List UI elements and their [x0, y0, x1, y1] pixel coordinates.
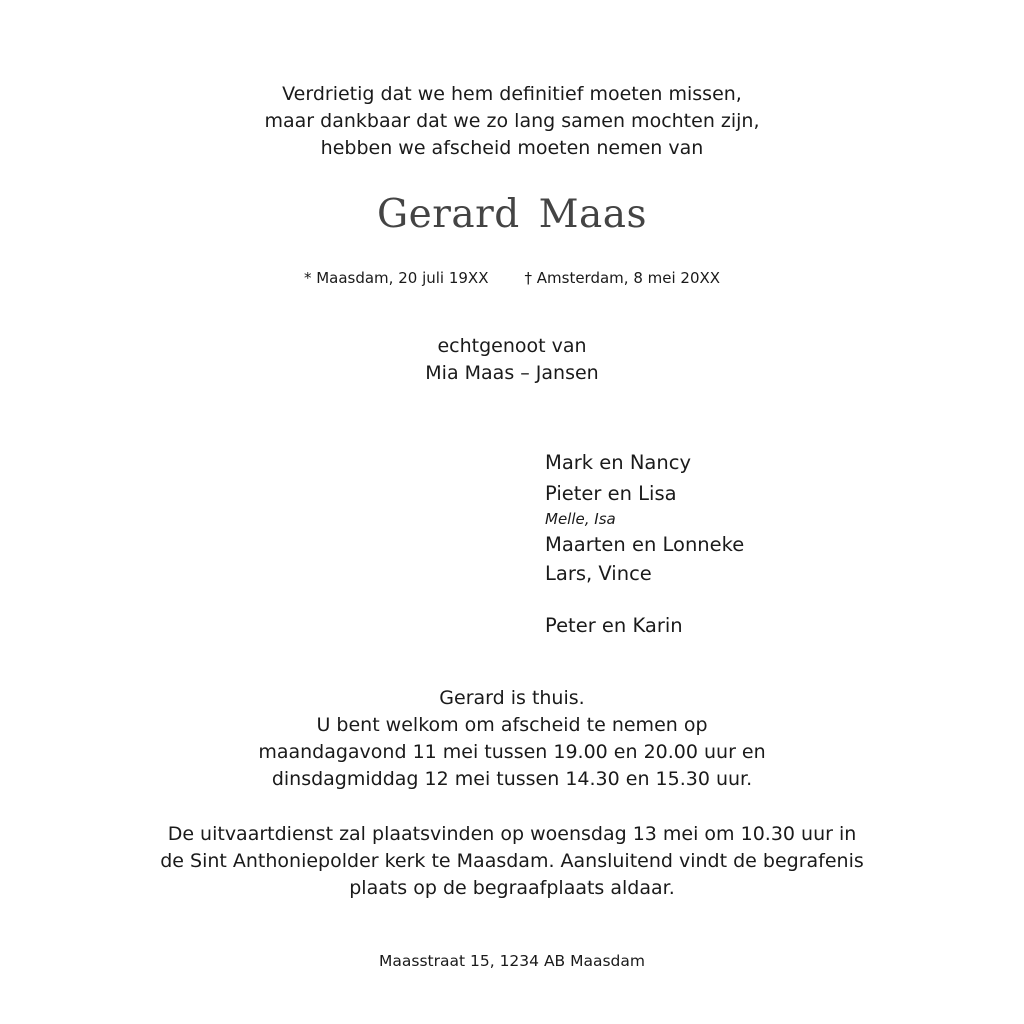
service-line-1: De uitvaartdienst zal plaatsvinden op woensdag 13 mei om 10.30 uur in	[167, 823, 857, 845]
intro-line-1: Verdrietig dat we hem definitief moeten missen,	[282, 83, 742, 105]
spouse-relation: echtgenoot van	[437, 335, 587, 357]
birth-date: * Maasdam, 20 juli 19XX	[303, 269, 489, 287]
spouse-name: Mia Maas – Jansen	[425, 362, 599, 384]
family-couple-1: Mark en Nancy	[545, 451, 691, 474]
visitation-text	[0, 685, 1024, 793]
service-line-3: plaats op de begraafplaats aldaar.	[349, 877, 675, 899]
life-dates	[0, 267, 1024, 289]
death-date: † Amsterdam, 8 mei 20XX	[524, 269, 721, 287]
family-couple-3: Maarten en Lonneke	[545, 533, 745, 556]
family-couple-2-children: Melle, Isa	[545, 510, 616, 528]
intro-line-2: maar dankbaar dat we zo lang samen mochten zijn,	[264, 110, 760, 132]
family-couple-4: Peter en Karin	[545, 614, 683, 637]
family-couple-2: Pieter en Lisa	[545, 482, 677, 505]
visitation-line-3: maandagavond 11 mei tussen 19.00 en 20.00 uur en	[258, 741, 766, 763]
service-text	[0, 821, 1024, 902]
visitation-line-2: U bent welkom om afscheid te nemen op	[316, 714, 708, 736]
service-line-2: de Sint Anthoniepolder kerk te Maasdam. Aansluitend vindt de begrafenis	[160, 850, 864, 872]
deceased-name: Gerard Maas	[376, 192, 648, 237]
intro-line-3: hebben we afscheid moeten nemen van	[320, 137, 704, 159]
visitation-line-1: Gerard is thuis.	[439, 687, 585, 709]
visitation-line-4: dinsdagmiddag 12 mei tussen 14.30 en 15.30 uur.	[271, 768, 753, 790]
family-couple-3-children: Lars, Vince	[545, 562, 652, 585]
family-list	[545, 449, 744, 640]
spouse-block	[0, 333, 1024, 387]
intro-text	[0, 81, 1024, 162]
address: Maasstraat 15, 1234 AB Maasdam	[379, 952, 645, 970]
